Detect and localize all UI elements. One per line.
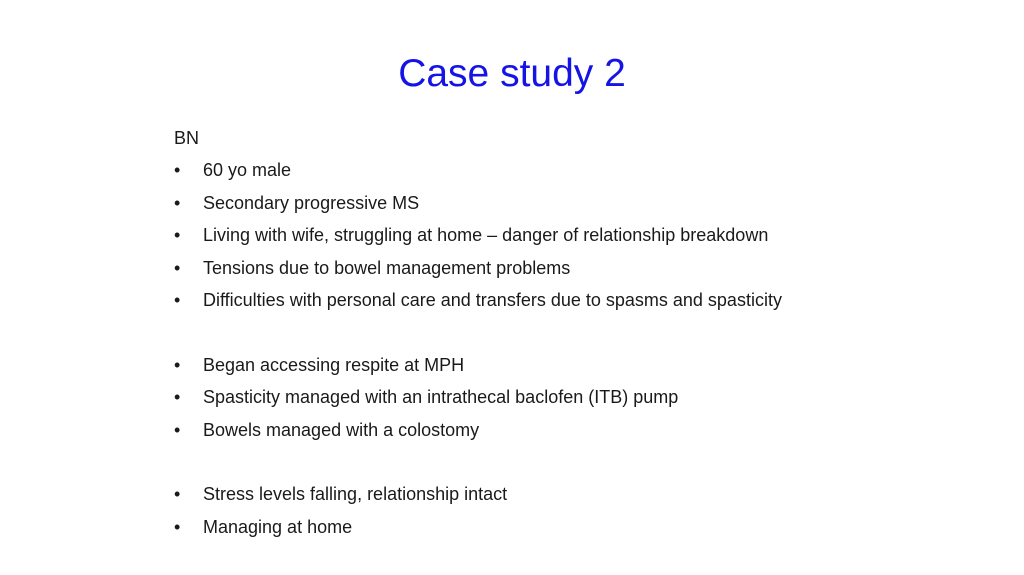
intro-text: BN <box>174 128 200 148</box>
intro-line <box>174 124 934 156</box>
bullet-text: Managing at home <box>203 516 353 537</box>
slide-body <box>174 124 934 545</box>
bullet-icon: • <box>174 484 181 505</box>
blank-line <box>174 448 934 480</box>
bullet-item <box>174 513 934 545</box>
bullet-icon: • <box>174 419 181 440</box>
bullet-item <box>174 416 934 448</box>
bullet-item <box>174 189 934 221</box>
bullet-item <box>174 383 934 415</box>
bullet-icon: • <box>174 289 181 310</box>
bullet-text: Living with wife, struggling at home – danger of relationship breakdown <box>203 225 769 246</box>
bullet-icon: • <box>174 387 181 408</box>
bullet-item <box>174 156 934 188</box>
bullet-text: 60 yo male <box>203 160 292 181</box>
bullet-icon: • <box>174 516 181 537</box>
bullet-icon: • <box>174 354 181 375</box>
bullet-item <box>174 221 934 253</box>
bullet-text: Began accessing respite at MPH <box>203 354 465 375</box>
blank-line <box>174 318 934 350</box>
bullet-item <box>174 254 934 286</box>
bullet-text: Difficulties with personal care and transfers due to spasms and spasticity <box>203 289 782 310</box>
bullet-item <box>174 286 934 318</box>
bullet-icon: • <box>174 192 181 213</box>
bullet-item <box>174 480 934 512</box>
bullet-text: Spasticity managed with an intrathecal baclofen (ITB) pump <box>203 387 679 408</box>
bullet-icon: • <box>174 160 181 181</box>
bullet-icon: • <box>174 225 181 246</box>
bullet-text: Stress levels falling, relationship intact <box>203 484 508 505</box>
slide-title: Case study 2 <box>398 52 626 95</box>
bullet-item <box>174 351 934 383</box>
bullet-text: Tensions due to bowel management problems <box>203 257 571 278</box>
bullet-text: Bowels managed with a colostomy <box>203 419 480 440</box>
bullet-text: Secondary progressive MS <box>203 192 420 213</box>
bullet-icon: • <box>174 257 181 278</box>
